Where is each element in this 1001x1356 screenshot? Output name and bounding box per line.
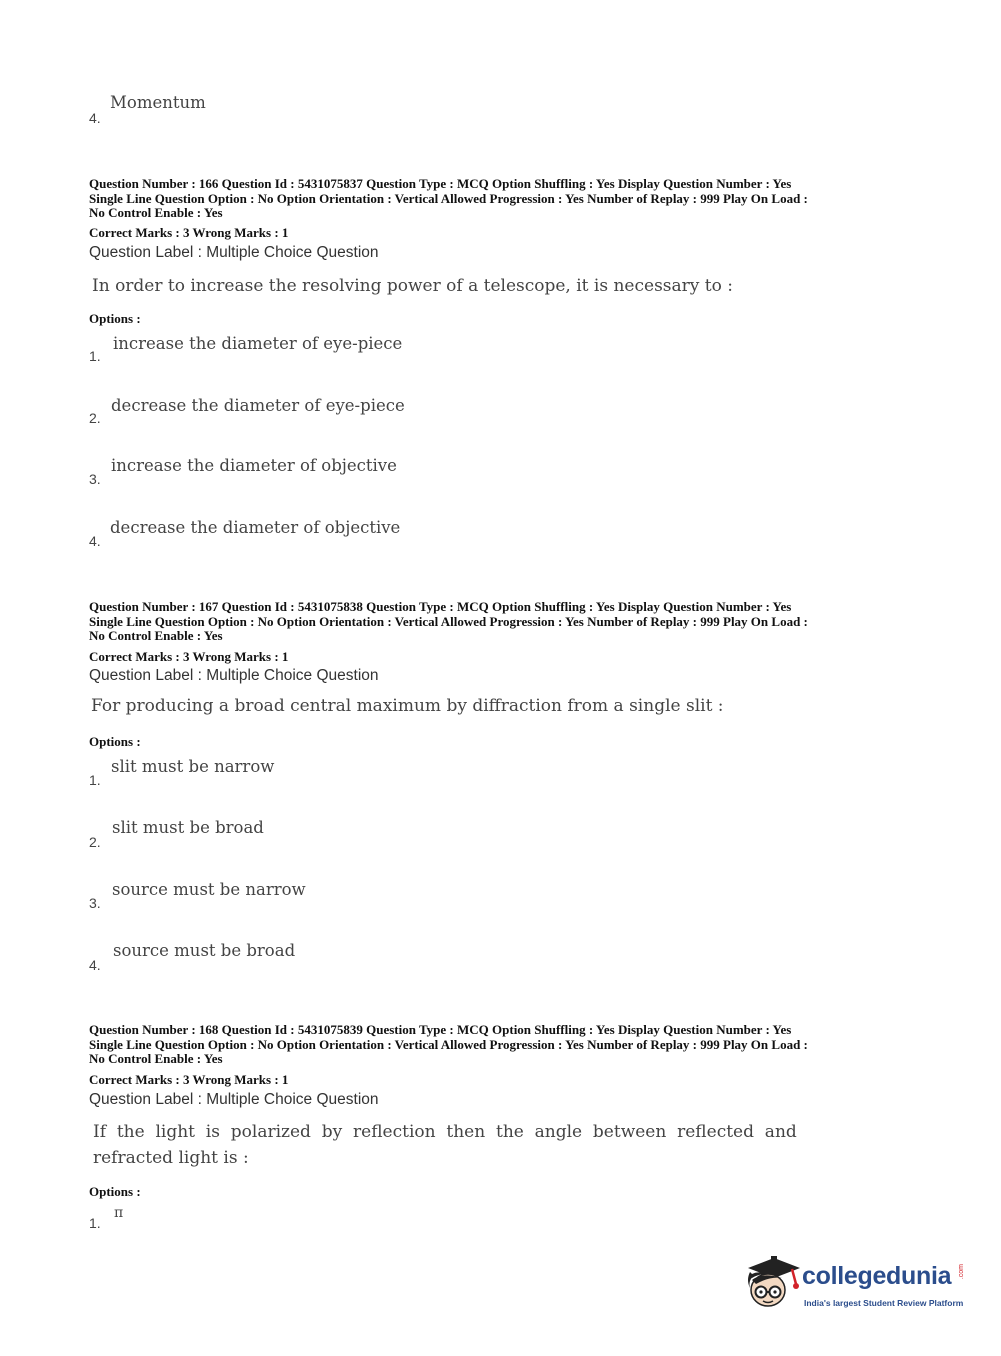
meta-line: No Control Enable : Yes <box>89 1051 223 1066</box>
option-text: decrease the diameter of objective <box>110 518 401 537</box>
option-text: increase the diameter of objective <box>111 456 397 475</box>
meta-line: Question Number : 168 Question Id : 5431075839 Question Type : MCQ Option Shuffling : Yes Display Question Number : Yes <box>89 1022 792 1037</box>
options-label: Options : <box>89 734 141 749</box>
option-text: source must be broad <box>113 941 296 960</box>
prev-option-text: Momentum <box>110 93 206 112</box>
option-number: 3. <box>89 895 101 911</box>
question-meta <box>89 177 919 221</box>
logo-suffix: .com <box>958 1264 965 1280</box>
meta-line: Question Number : 167 Question Id : 5431075838 Question Type : MCQ Option Shuffling : Yes Display Question Number : Yes <box>89 599 792 614</box>
question-text: In order to increase the resolving power of a telescope, it is necessary to : <box>92 276 733 296</box>
meta-line: Single Line Question Option : No Option Orientation : Vertical Allowed Progression : Yes Number of Replay : 999 Play On Load : <box>89 1036 808 1052</box>
logo-wordmark: collegedunia <box>802 1262 952 1290</box>
collegedunia-logo <box>740 1248 970 1318</box>
option-number: 4. <box>89 533 101 549</box>
option-text: slit must be narrow <box>111 757 275 776</box>
mascot-icon <box>740 1250 802 1312</box>
option-number: 1. <box>89 772 101 788</box>
option-number: 3. <box>89 471 101 487</box>
option-number: 2. <box>89 410 101 426</box>
meta-line: Single Line Question Option : No Option Orientation : Vertical Allowed Progression : Yes Number of Replay : 999 Play On Load : <box>89 190 808 206</box>
meta-line: No Control Enable : Yes <box>89 628 223 643</box>
prev-option-number: 4. <box>89 110 101 126</box>
option-text: increase the diameter of eye-piece <box>113 334 403 353</box>
question-text-line: refracted light is : <box>93 1148 249 1168</box>
option-number: 1. <box>89 348 101 364</box>
option-text: slit must be broad <box>112 818 264 837</box>
option-number: 2. <box>89 834 101 850</box>
question-label: Question Label : Multiple Choice Question <box>89 667 379 684</box>
options-label: Options : <box>89 311 141 326</box>
question-label: Question Label : Multiple Choice Question <box>89 1091 379 1108</box>
question-label: Question Label : Multiple Choice Question <box>89 244 379 261</box>
question-meta <box>89 600 919 644</box>
marks-line: Correct Marks : 3 Wrong Marks : 1 <box>89 1072 289 1087</box>
option-number: 1. <box>89 1215 101 1231</box>
meta-line: Question Number : 166 Question Id : 5431075837 Question Type : MCQ Option Shuffling : Yes Display Question Number : Yes <box>89 176 792 191</box>
meta-line: No Control Enable : Yes <box>89 205 223 220</box>
question-meta <box>89 1023 919 1067</box>
question-text-line: If the light is polarized by reflection then the angle between reflected and <box>93 1122 797 1142</box>
marks-line: Correct Marks : 3 Wrong Marks : 1 <box>89 225 289 240</box>
option-number: 4. <box>89 957 101 973</box>
option-text: decrease the diameter of eye-piece <box>111 396 405 415</box>
options-label: Options : <box>89 1184 141 1199</box>
logo-tagline: India's largest Student Review Platform <box>804 1298 964 1308</box>
option-text: source must be narrow <box>112 880 306 899</box>
option-text: π <box>114 1205 124 1221</box>
question-text: For producing a broad central maximum by diffraction from a single slit : <box>91 696 724 716</box>
marks-line: Correct Marks : 3 Wrong Marks : 1 <box>89 649 289 664</box>
meta-line: Single Line Question Option : No Option Orientation : Vertical Allowed Progression : Yes Number of Replay : 999 Play On Load : <box>89 613 808 629</box>
